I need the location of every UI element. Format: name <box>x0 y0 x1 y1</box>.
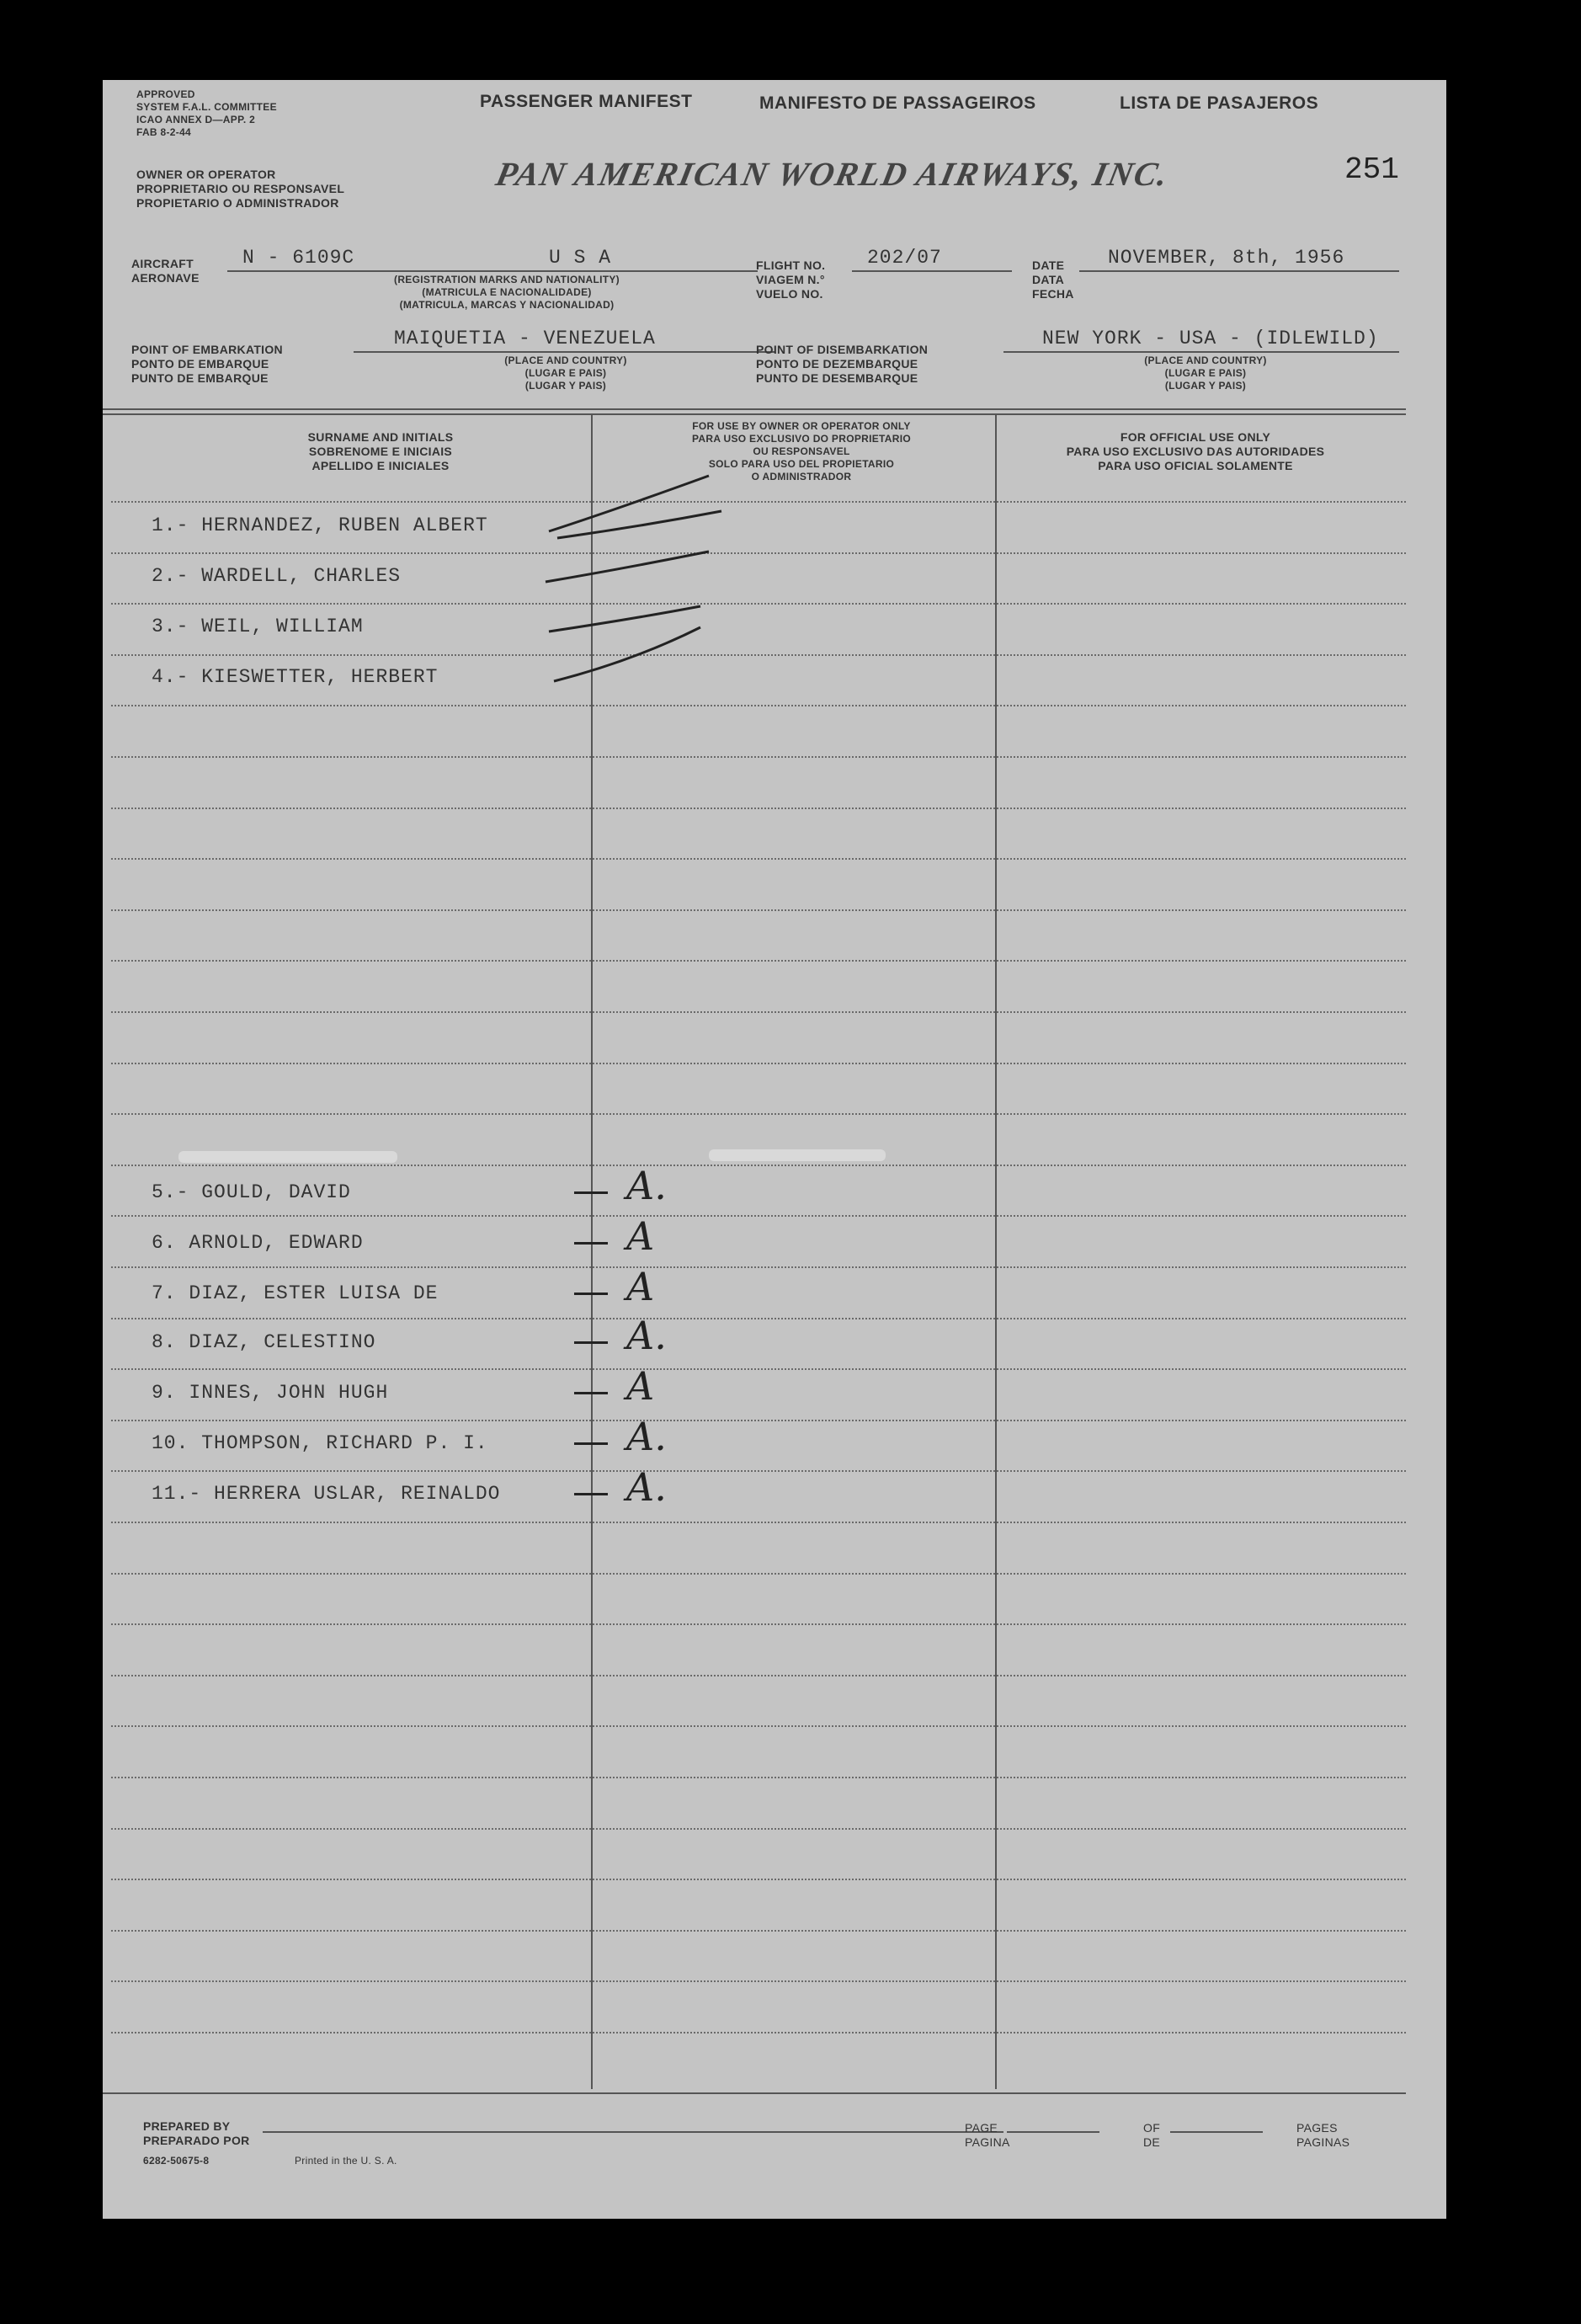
approval-line: SYSTEM F.A.L. COMMITTEE <box>136 101 277 113</box>
table-row-line <box>111 1165 1406 1166</box>
table-row-line <box>111 1113 1406 1115</box>
caption-line: (MATRICULA E NACIONALIDADE) <box>422 286 592 298</box>
passenger-entry <box>152 1432 488 1454</box>
table-row-line <box>111 1573 1406 1575</box>
caption-line: (PLACE AND COUNTRY) <box>1144 354 1267 366</box>
prepared-label: PREPARADO POR <box>143 2134 250 2147</box>
table-row-line <box>111 1725 1406 1727</box>
column-header-line: OU RESPONSAVEL <box>753 445 850 457</box>
table-row-line <box>111 1368 1406 1370</box>
passenger-number: 9. <box>152 1382 177 1404</box>
table-row-line <box>111 1777 1406 1778</box>
passenger-entry <box>152 1483 500 1505</box>
passenger-number: 7. <box>152 1282 177 1304</box>
page-label-line: PAGE <box>965 2121 998 2135</box>
official-column-header <box>993 430 1397 473</box>
table-row-line <box>111 2032 1406 2034</box>
caption-line: (LUGAR Y PAIS) <box>524 380 607 392</box>
table-row-line <box>111 1420 1406 1421</box>
of-label <box>1143 2121 1160 2150</box>
passenger-number: 11.- <box>152 1483 202 1505</box>
passenger-name: ARNOLD, EDWARD <box>189 1232 364 1254</box>
passenger-entry <box>152 514 488 536</box>
approval-line: FAB 8-2-44 <box>136 126 192 138</box>
disembarkation-caption <box>1037 354 1374 392</box>
flight-label: FLIGHT NO. <box>756 259 826 272</box>
table-row-line <box>111 808 1406 809</box>
caption-line: (MATRICULA, MARCAS Y NACIONALIDAD) <box>399 299 615 311</box>
aircraft-label: AIRCRAFT <box>131 257 194 270</box>
embarkation-label: PONTO DE EMBARQUE <box>131 357 269 370</box>
owner-label: OWNER OR OPERATOR <box>136 168 276 181</box>
prepared-by <box>143 2119 250 2148</box>
passenger-name: GOULD, DAVID <box>201 1181 351 1203</box>
passenger-number: 8. <box>152 1331 177 1353</box>
pages-label <box>1296 2121 1349 2150</box>
caption-line: (LUGAR E PAIS) <box>1164 367 1247 379</box>
handwritten-a: A <box>626 1213 655 1259</box>
table-row-line <box>111 1828 1406 1830</box>
date-label: FECHA <box>1032 287 1074 301</box>
title-english: PASSENGER MANIFEST <box>480 92 693 111</box>
passenger-name: DIAZ, CELESTINO <box>189 1331 376 1353</box>
flight-label: VUELO NO. <box>756 287 823 301</box>
passenger-name: KIESWETTER, HERBERT <box>201 666 439 688</box>
flight-number: 202/07 <box>867 247 942 269</box>
title-portuguese: MANIFESTO DE PASSAGEIROS <box>759 93 1036 113</box>
form-number: 6282-50675-8 <box>143 2155 210 2167</box>
aircraft-label: AERONAVE <box>131 271 200 285</box>
passenger-name: WARDELL, CHARLES <box>201 565 402 587</box>
passenger-name: INNES, JOHN HUGH <box>189 1382 389 1404</box>
handwritten-a: A. <box>626 1163 667 1208</box>
handwritten-a: A <box>626 1264 655 1309</box>
handwritten-a: A <box>626 1363 655 1409</box>
column-header-line: PARA USO EXCLUSIVO DO PROPRIETARIO <box>691 433 911 445</box>
passenger-number: 1.- <box>152 514 189 536</box>
table-row-line <box>111 858 1406 860</box>
owner-labels <box>136 168 344 211</box>
passenger-entry <box>152 1382 388 1404</box>
tick-stroke <box>546 552 709 582</box>
caption-line: (LUGAR E PAIS) <box>524 367 607 379</box>
passenger-name: DIAZ, ESTER LUISA DE <box>189 1282 439 1304</box>
caption-line: (LUGAR Y PAIS) <box>1164 380 1247 392</box>
tick-stroke <box>549 606 700 632</box>
column-header-line: SOBRENOME E INICIAIS <box>308 445 453 458</box>
of-label-line: OF <box>1143 2121 1161 2135</box>
passenger-number: 2.- <box>152 565 189 587</box>
embarkation-place: MAIQUETIA - VENEZUELA <box>394 328 656 349</box>
handwritten-a: A. <box>626 1464 667 1510</box>
embarkation-caption <box>397 354 734 392</box>
disembarkation-label: POINT OF DISEMBARKATION <box>756 343 929 356</box>
aircraft-nationality: U S A <box>549 247 612 269</box>
column-header-line: SOLO PARA USO DEL PROPIETARIO <box>708 458 895 470</box>
tick-stroke <box>554 627 700 681</box>
table-row-line <box>111 1215 1406 1217</box>
owner-label: PROPRIETARIO OU RESPONSAVEL <box>136 182 345 195</box>
flight-labels <box>756 259 825 301</box>
flight-label: VIAGEM N.° <box>756 273 825 286</box>
manifest-sheet <box>103 80 1446 2219</box>
approval-line: ICAO ANNEX D—APP. 2 <box>136 114 256 125</box>
table-row-line <box>111 1980 1406 1982</box>
table-row-line <box>111 960 1406 962</box>
passenger-entry <box>152 1232 364 1254</box>
pages-label-line: PAGES <box>1296 2121 1338 2135</box>
passenger-name: THOMPSON, RICHARD P. I. <box>201 1432 488 1454</box>
table-row-line <box>111 1011 1406 1013</box>
table-row-line <box>111 1879 1406 1880</box>
owner-label: PROPIETARIO O ADMINISTRADOR <box>136 196 339 210</box>
date-label: DATA <box>1032 273 1065 286</box>
table-row-line <box>111 756 1406 758</box>
table-row-line <box>111 1623 1406 1625</box>
page-label <box>965 2121 1010 2150</box>
approval-line: APPROVED <box>136 88 195 100</box>
handwritten-tick-marks <box>540 459 844 712</box>
disembarkation-label: PUNTO DE DESEMBARQUE <box>756 371 918 385</box>
table-row-line <box>111 1318 1406 1319</box>
title-spanish: LISTA DE PASAJEROS <box>1120 93 1319 113</box>
column-header-line: PARA USO EXCLUSIVO DAS AUTORIDADES <box>1066 445 1325 458</box>
tick-stroke <box>557 511 721 538</box>
embarkation-labels <box>131 343 283 386</box>
passenger-number: 3.- <box>152 616 189 637</box>
flight-date: NOVEMBER, 8th, 1956 <box>1108 247 1345 269</box>
table-row-line <box>111 1470 1406 1472</box>
passenger-number: 10. <box>152 1432 189 1454</box>
company-name: PAN AMERICAN WORLD AIRWAYS, INC. <box>492 155 1174 193</box>
column-header-line: FOR USE BY OWNER OR OPERATOR ONLY <box>692 420 911 432</box>
table-row-line <box>111 1675 1406 1676</box>
page-number: 251 <box>1344 152 1399 187</box>
caption-line: (PLACE AND COUNTRY) <box>504 354 627 366</box>
embarkation-label: POINT OF EMBARKATION <box>131 343 283 356</box>
column-header-line: APELLIDO E INICIALES <box>311 459 450 472</box>
aircraft-caption <box>271 274 743 312</box>
pages-label-line: PAGINAS <box>1296 2135 1350 2149</box>
of-label-line: DE <box>1143 2135 1161 2149</box>
embarkation-label: PUNTO DE EMBARQUE <box>131 371 269 385</box>
passenger-entry <box>152 616 364 637</box>
passenger-number: 4.- <box>152 666 189 688</box>
tick-stroke <box>549 476 709 531</box>
passenger-entry <box>152 565 401 587</box>
printed-in: Printed in the U. S. A. <box>295 2155 397 2167</box>
table-row-line <box>111 1522 1406 1523</box>
table-row-line <box>111 1063 1406 1064</box>
column-header-line: PARA USO OFICIAL SOLAMENTE <box>1098 459 1293 472</box>
passenger-name: WEIL, WILLIAM <box>201 616 364 637</box>
table-row-line <box>111 1266 1406 1268</box>
aircraft-labels <box>131 257 200 285</box>
passenger-entry <box>152 1282 438 1304</box>
passenger-number: 5.- <box>152 1181 189 1203</box>
passenger-name: HERRERA USLAR, REINALDO <box>214 1483 501 1505</box>
approval-block <box>136 88 277 139</box>
date-label: DATE <box>1032 259 1065 272</box>
column-header-line: FOR OFFICIAL USE ONLY <box>1120 430 1271 444</box>
passenger-entry <box>152 1181 351 1203</box>
column-header-line: O ADMINISTRADOR <box>751 471 852 482</box>
disembarkation-label: PONTO DE DEZEMBARQUE <box>756 357 918 370</box>
passenger-name: HERNANDEZ, RUBEN ALBERT <box>201 514 488 536</box>
table-row-line <box>111 1930 1406 1932</box>
page-label-line: PAGINA <box>965 2135 1010 2149</box>
column-header-line: SURNAME AND INITIALS <box>307 430 454 444</box>
passenger-entry <box>152 666 438 688</box>
table-row-line <box>111 909 1406 911</box>
disembarkation-place: NEW YORK - USA - (IDLEWILD) <box>1042 328 1379 349</box>
disembarkation-labels <box>756 343 928 386</box>
handwritten-a: A. <box>626 1313 667 1358</box>
handwritten-a: A. <box>626 1414 667 1459</box>
passenger-number: 6. <box>152 1232 177 1254</box>
date-labels <box>1032 259 1074 301</box>
aircraft-registration: N - 6109C <box>242 247 355 269</box>
prepared-label: PREPARED BY <box>143 2119 231 2133</box>
passenger-entry <box>152 1331 375 1353</box>
caption-line: (REGISTRATION MARKS AND NATIONALITY) <box>394 274 620 285</box>
